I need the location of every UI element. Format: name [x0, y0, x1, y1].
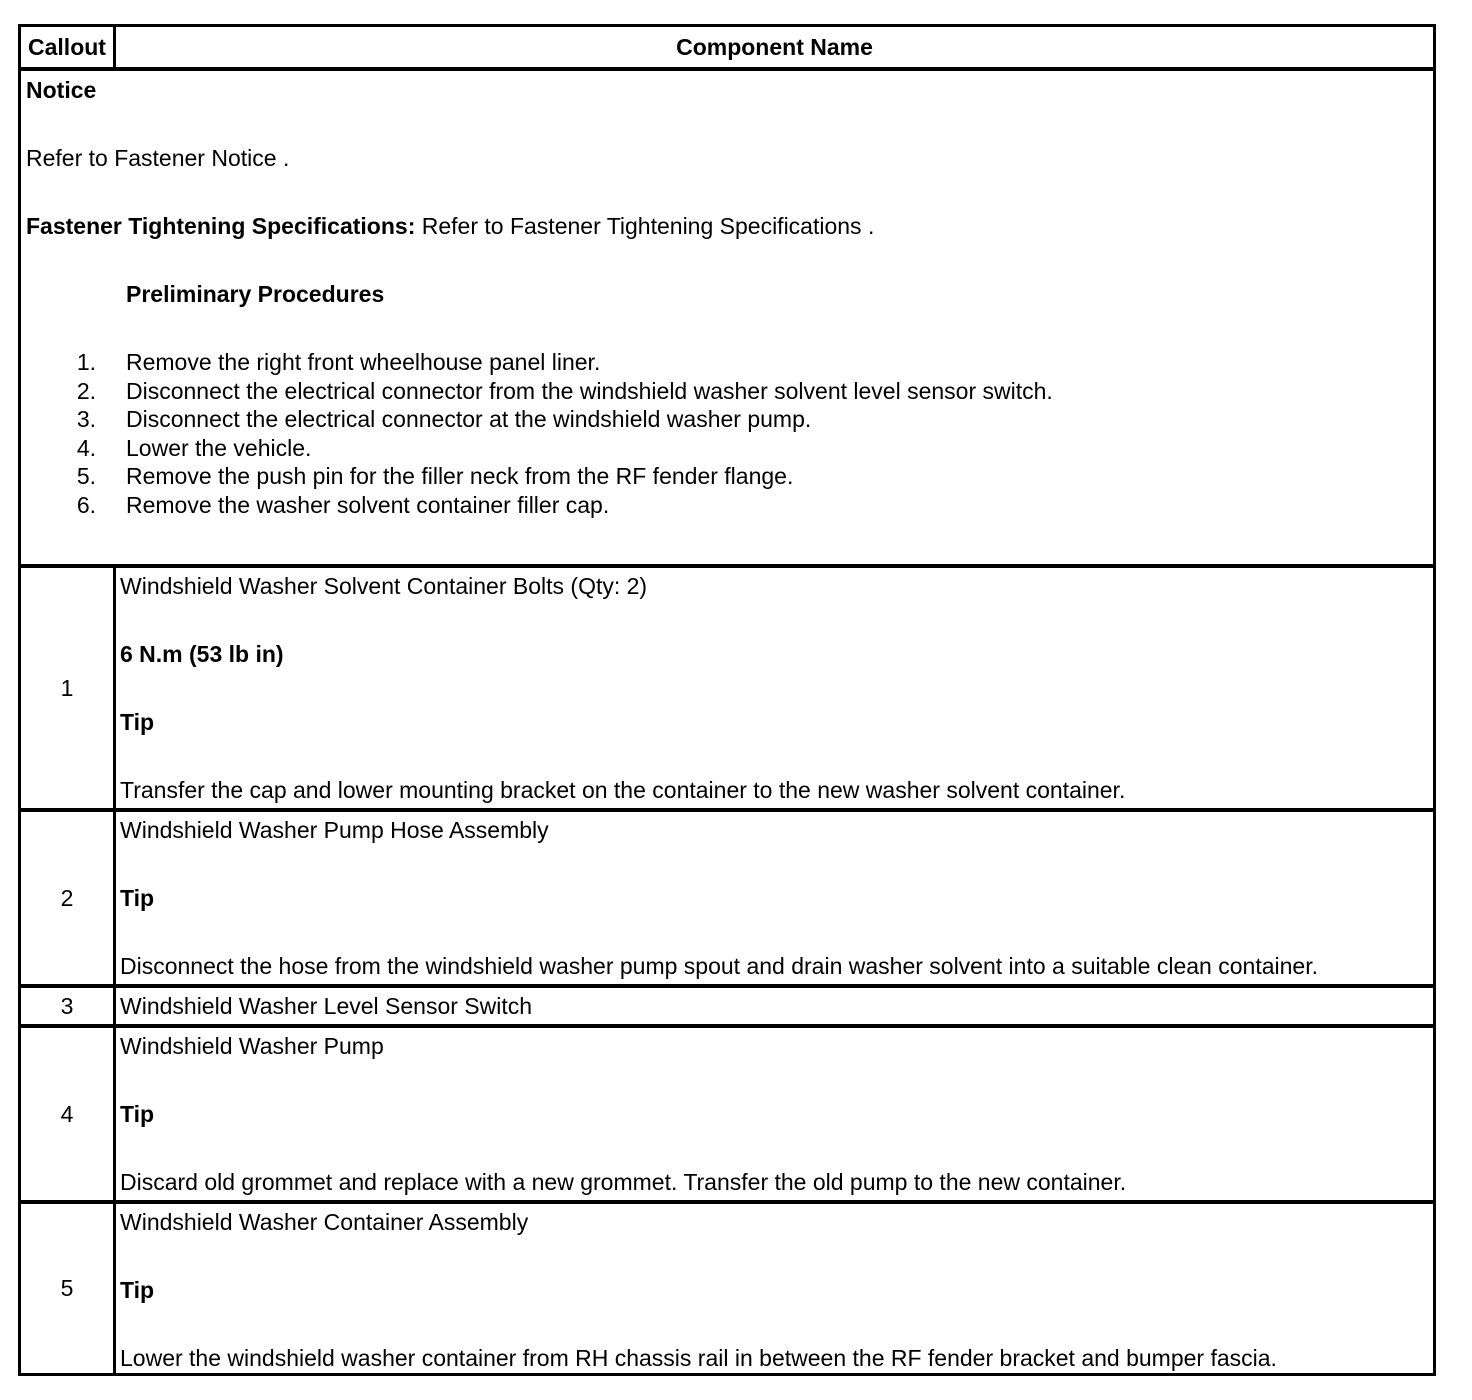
- table-row: [21, 984, 1433, 1024]
- step-text: Remove the right front wheelhouse panel liner.: [126, 349, 601, 375]
- step-number: 6.: [76, 491, 96, 518]
- callout-number: 2: [21, 812, 116, 984]
- notice-title: Notice: [26, 77, 97, 103]
- step-text: Disconnect the electrical connector at the windshield washer pump.: [126, 406, 812, 433]
- table-row: [21, 1024, 1433, 1200]
- list-item: [26, 348, 1433, 377]
- fastener-spec-text: Refer to Fastener Tightening Specifications .: [415, 213, 875, 239]
- preliminary-steps-list: [26, 348, 1433, 520]
- component-name: Windshield Washer Pump: [120, 1033, 384, 1059]
- list-item: [26, 434, 1433, 463]
- tip-label: Tip: [120, 1277, 155, 1303]
- table-header-row: [21, 27, 1433, 67]
- list-item: [26, 462, 1433, 491]
- component-cell: [116, 1204, 1433, 1373]
- step-number: 2.: [76, 377, 96, 404]
- preliminary-procedures-title: Preliminary Procedures: [126, 281, 385, 307]
- tip-text: Lower the windshield washer container from RH chassis rail in between the RF fender bracket and bumper fascia.: [120, 1345, 1277, 1371]
- tip-label: Tip: [120, 1101, 155, 1127]
- step-number: 4.: [76, 434, 96, 461]
- table-row: [21, 564, 1433, 808]
- list-item: [26, 405, 1433, 434]
- component-name: Windshield Washer Pump Hose Assembly: [120, 817, 549, 843]
- torque-spec: 6 N.m (53 lb in): [120, 641, 284, 667]
- component-cell: [116, 988, 1433, 1024]
- callout-number: 3: [21, 988, 116, 1024]
- tip-label: Tip: [120, 709, 155, 735]
- list-item: [26, 491, 1433, 520]
- step-number: 5.: [76, 463, 96, 490]
- step-text: Disconnect the electrical connector from the windshield washer solvent level sensor switch.: [126, 377, 1053, 404]
- header-callout: Callout: [21, 27, 116, 67]
- callout-number: 5: [21, 1204, 116, 1373]
- component-name: Windshield Washer Solvent Container Bolts (Qty: 2): [120, 573, 648, 599]
- component-name: Windshield Washer Level Sensor Switch: [120, 992, 533, 1019]
- callout-number: 1: [21, 568, 116, 808]
- notice-row: [21, 67, 1433, 564]
- component-name: Windshield Washer Container Assembly: [120, 1209, 529, 1235]
- tip-text: Disconnect the hose from the windshield washer pump spout and drain washer solvent into a suitable clean container.: [120, 953, 1318, 979]
- list-item: [26, 377, 1433, 406]
- step-text: Lower the vehicle.: [126, 434, 312, 461]
- notice-cell: [21, 71, 1433, 564]
- table-row: [21, 1200, 1433, 1373]
- tip-text: Discard old grommet and replace with a new grommet. Transfer the old pump to the new container.: [120, 1169, 1127, 1195]
- step-text: Remove the washer solvent container filler cap.: [126, 491, 610, 518]
- tip-text: Transfer the cap and lower mounting bracket on the container to the new washer solvent container.: [120, 777, 1126, 803]
- header-component-name: Component Name: [676, 33, 873, 60]
- notice-refer-text: Refer to Fastener Notice .: [26, 145, 290, 171]
- tip-label: Tip: [120, 885, 155, 911]
- component-table: [18, 24, 1436, 1376]
- fastener-spec-line: [26, 212, 1433, 241]
- step-text: Remove the push pin for the filler neck from the RF fender flange.: [126, 463, 794, 490]
- fastener-spec-label: Fastener Tightening Specifications:: [26, 213, 416, 239]
- table-row: [21, 808, 1433, 984]
- component-cell: [116, 1028, 1433, 1200]
- component-cell: [116, 568, 1433, 808]
- step-number: 1.: [76, 349, 96, 375]
- step-number: 3.: [76, 406, 96, 433]
- callout-number: 4: [21, 1028, 116, 1200]
- component-cell: [116, 812, 1433, 984]
